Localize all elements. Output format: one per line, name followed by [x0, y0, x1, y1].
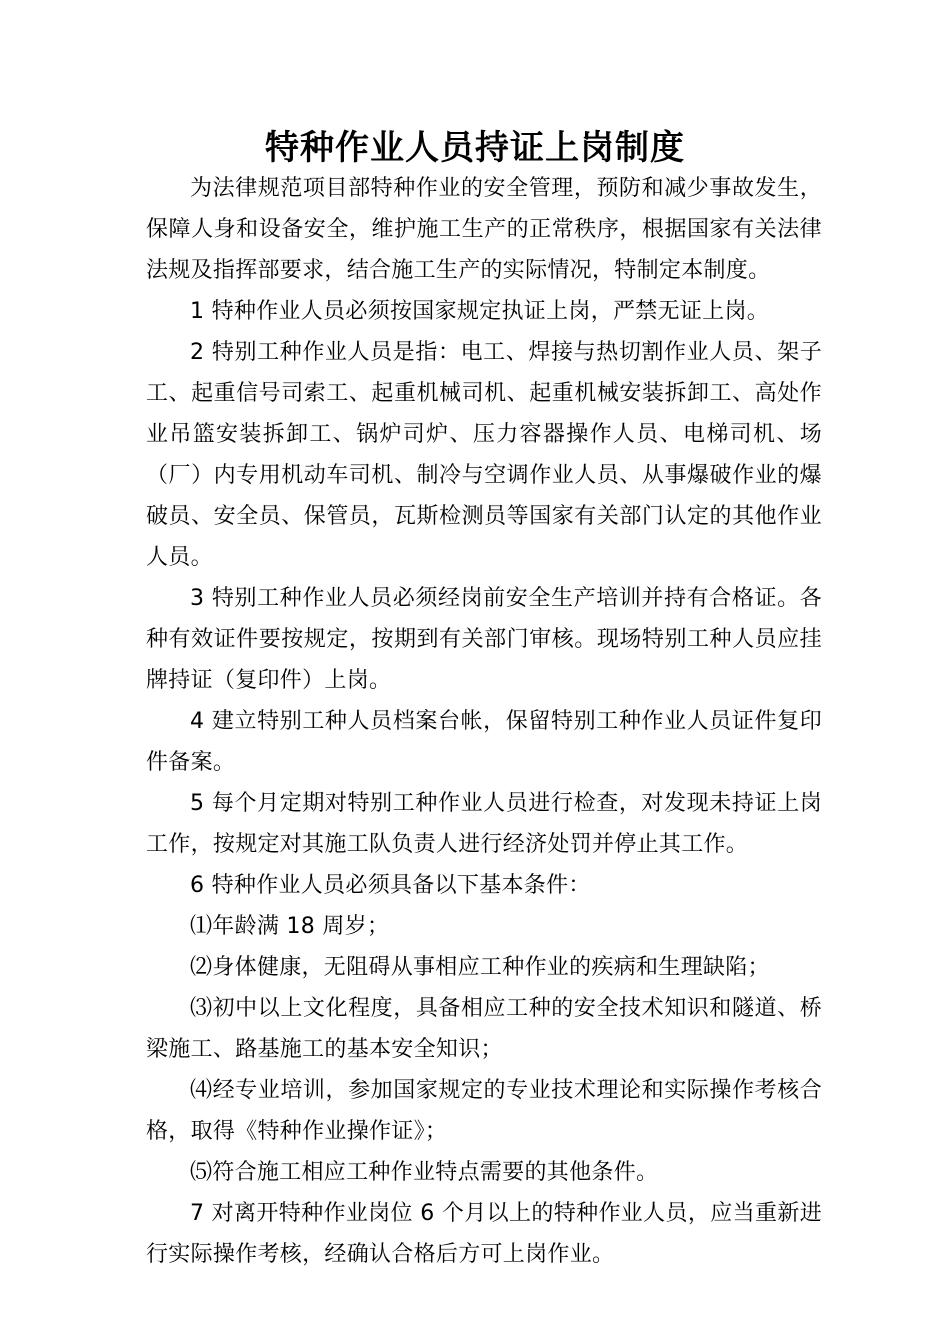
- paragraph-item-6: 6 特种作业人员必须具备以下基本条件：: [190, 873, 591, 898]
- paragraph-condition-1: ⑴年龄满 18 周岁；: [190, 914, 390, 939]
- paragraph-condition-4: ⑷经专业培训，参加国家规定的专业技术理论和实际操作考核合格，取得《特种作业操作证》；: [146, 1078, 822, 1144]
- paragraph-item-1: 1 特种作业人员必须按国家规定执证上岗，严禁无证上岗。: [190, 299, 770, 324]
- paragraph-item-3: 3 特别工种作业人员必须经岗前安全生产培训并持有合格证。各种有效证件要按规定，按期到有关部门审核。现场特别工种人员应挂牌持证（复印件）上岗。: [146, 586, 822, 693]
- paragraph-item-2: 2 特别工种作业人员是指：电工、焊接与热切割作业人员、架子工、起重信号司索工、起重机械司机、起重机械安装拆卸工、高处作业吊篮安装拆卸工、锅炉司炉、压力容器操作人员、电梯司机、场（厂）内专用机动车司机、制冷与空调作业人员、从事爆破作业的爆破员、安全员、保管员，瓦斯检测员等国家有关部门认定的其他作业人员。: [146, 340, 822, 570]
- paragraph-item-7: 7 对离开特种作业岗位 6 个月以上的特种作业人员，应当重新进行实际操作考核，经确认合格后方可上岗作业。: [146, 1201, 822, 1267]
- paragraph-item-5: 5 每个月定期对特别工种作业人员进行检查，对发现未持证上岗工作，按规定对其施工队负责人进行经济处罚并停止其工作。: [146, 791, 822, 857]
- document-body: [146, 168, 822, 1275]
- paragraph-intro: 为法律规范项目部特种作业的安全管理，预防和减少事故发生，保障人身和设备安全，维护施工生产的正常秩序，根据国家有关法律法规及指挥部要求，结合施工生产的实际情况，特制定本制度。: [146, 176, 822, 283]
- paragraph-condition-3: ⑶初中以上文化程度，具备相应工种的安全技术知识和隧道、桥梁施工、路基施工的基本安全知识；: [146, 996, 822, 1062]
- paragraph-condition-2: ⑵身体健康，无阻碍从事相应工种作业的疾病和生理缺陷；: [190, 955, 770, 980]
- document-title: 特种作业人员持证上岗制度: [265, 128, 685, 168]
- paragraph-item-4: 4 建立特别工种人员档案台帐，保留特别工种作业人员证件复印件备案。: [146, 709, 822, 775]
- paragraph-condition-5: ⑸符合施工相应工种作业特点需要的其他条件。: [190, 1160, 659, 1185]
